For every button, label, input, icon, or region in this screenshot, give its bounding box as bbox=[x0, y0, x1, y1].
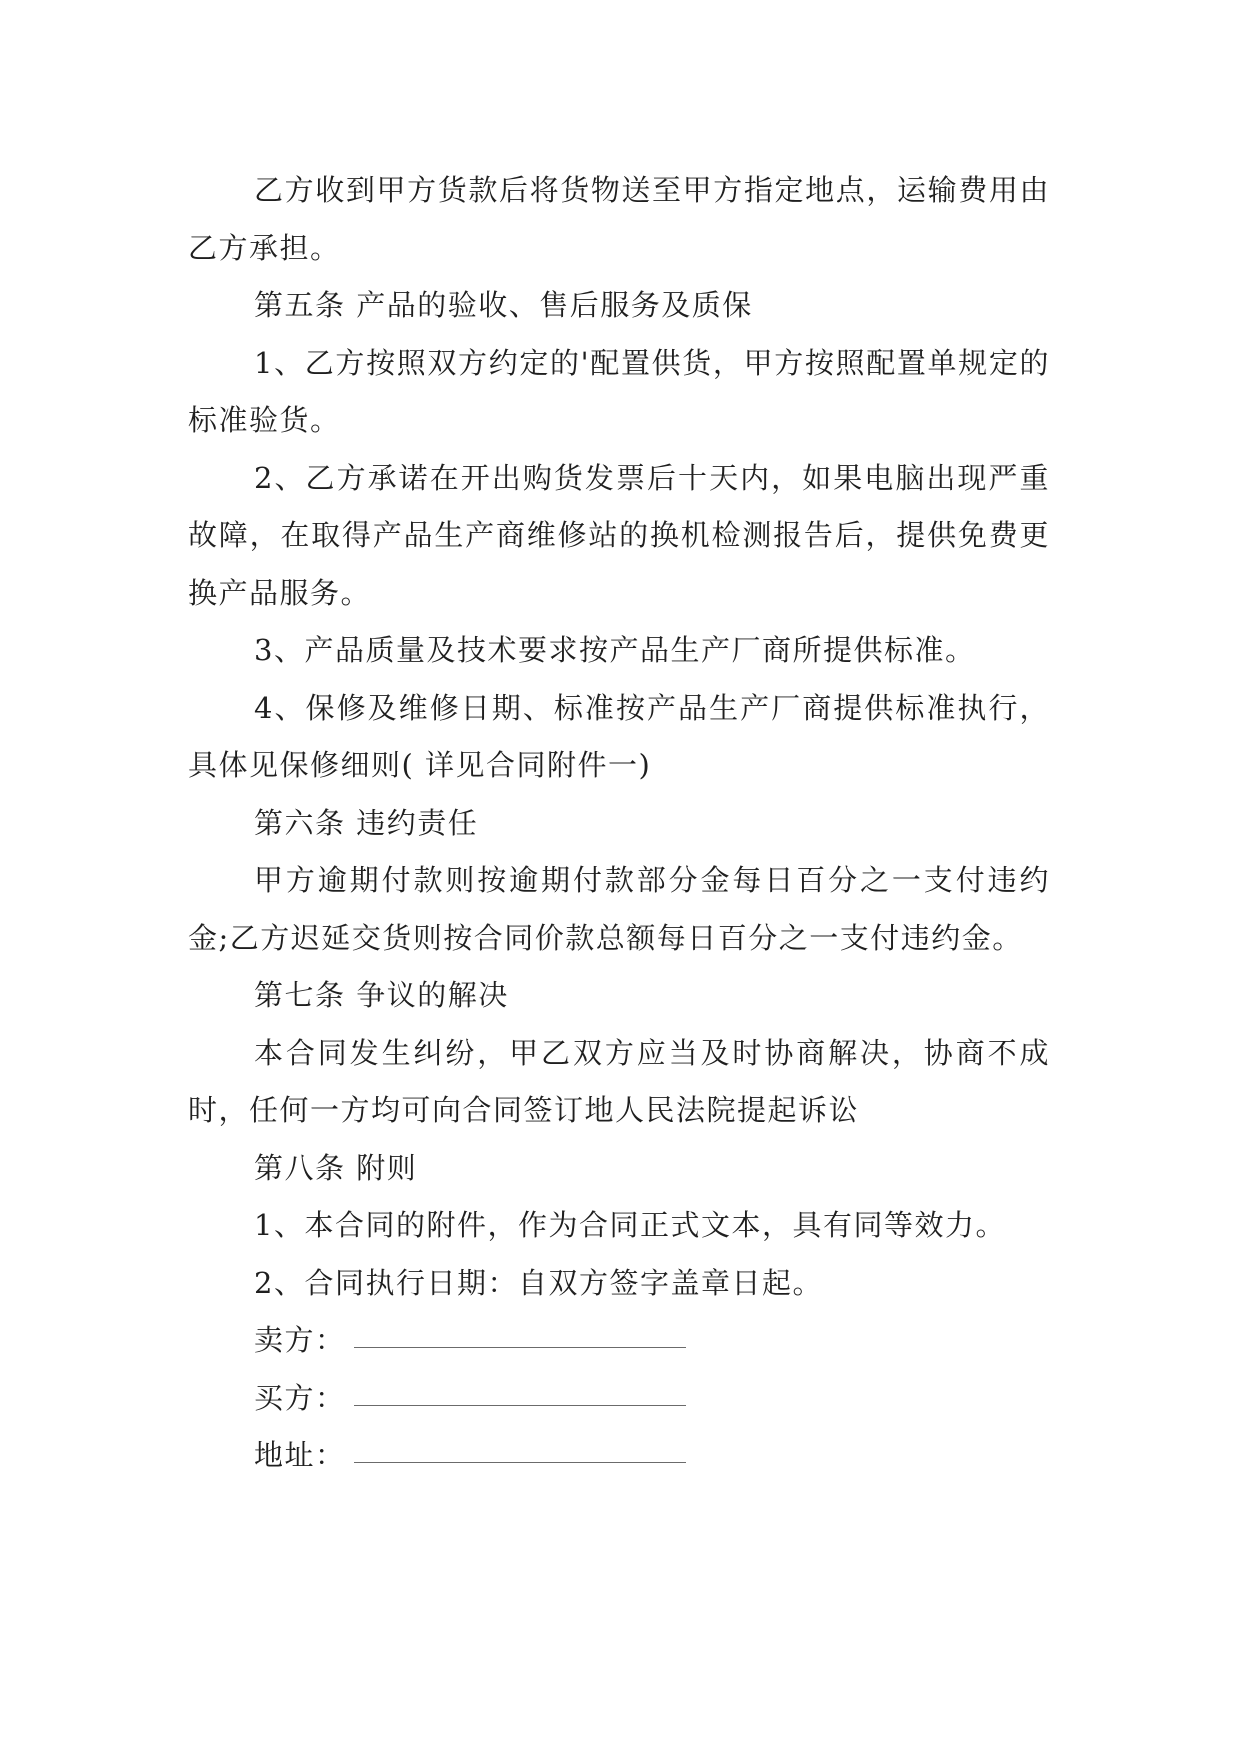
heading-article-7: 第七条 争议的解决 bbox=[254, 978, 509, 1012]
paragraph-8-1: 1、本合同的附件，作为合同正式文本，具有同等效力。 bbox=[254, 1208, 1006, 1242]
address-line bbox=[354, 1442, 686, 1463]
heading-article-6: 第六条 违约责任 bbox=[254, 805, 479, 840]
buyer-signature-row bbox=[188, 1370, 1050, 1428]
paragraph-7: 本合同发生纠纷，甲乙双方应当及时协商解决，协商不成时，任何一方均可向合同签订地人民法院提起诉讼 bbox=[188, 1035, 1050, 1127]
paragraph-6: 甲方逾期付款则按逾期付款部分金每日百分之一支付违约金;乙方迟延交货则按合同价款总额每日百分之一支付违约金。 bbox=[188, 863, 1050, 955]
paragraph-5-2: 2、乙方承诺在开出购货发票后十天内，如果电脑出现严重故障，在取得产品生产商维修站的换机检测报告后，提供免费更换产品服务。 bbox=[188, 460, 1050, 610]
buyer-label: 买方： bbox=[254, 1380, 346, 1415]
seller-signature-line bbox=[354, 1327, 686, 1348]
buyer-signature-line bbox=[354, 1385, 686, 1406]
address-label: 地址： bbox=[254, 1438, 346, 1472]
seller-label: 卖方： bbox=[254, 1323, 346, 1357]
paragraph-5-3: 3、产品质量及技术要求按产品生产厂商所提供标准。 bbox=[254, 633, 976, 667]
seller-signature-row bbox=[188, 1312, 1050, 1370]
paragraph-delivery: 乙方收到甲方货款后将货物送至甲方指定地点，运输费用由乙方承担。 bbox=[188, 173, 1050, 265]
contract-body bbox=[188, 162, 1050, 1485]
paragraph-5-1: 1、乙方按照双方约定的'配置供货，甲方按照配置单规定的标准验货。 bbox=[188, 345, 1050, 437]
paragraph-5-4: 4、保修及维修日期、标准按产品生产厂商提供标准执行，具体见保修细则( 详见合同附件一) bbox=[188, 690, 1050, 782]
address-row bbox=[188, 1427, 1050, 1485]
paragraph-8-2: 2、合同执行日期：自双方签字盖章日起。 bbox=[254, 1265, 823, 1300]
heading-article-5: 第五条 产品的验收、售后服务及质保 bbox=[254, 288, 753, 322]
heading-article-8: 第八条 附则 bbox=[254, 1150, 418, 1185]
